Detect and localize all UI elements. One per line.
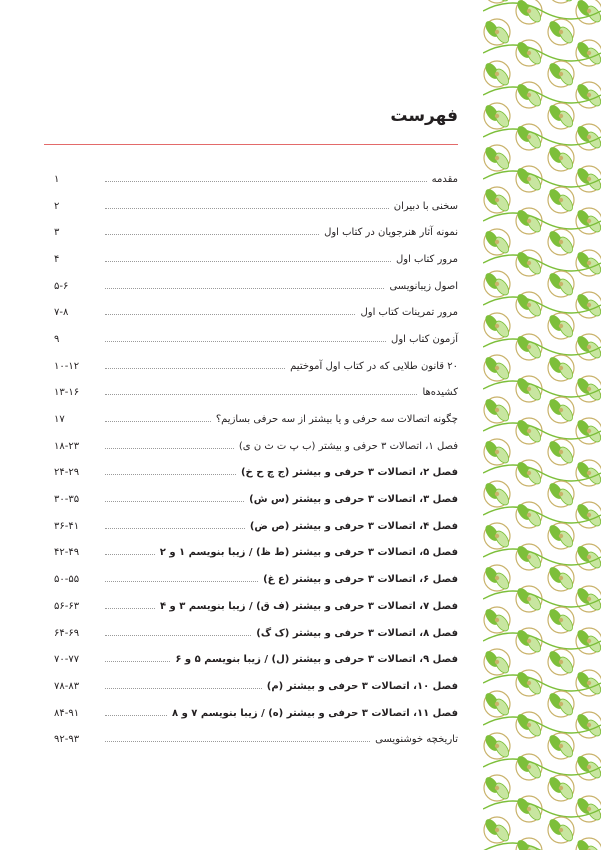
dot-leader [105,661,170,662]
dot-leader [105,234,319,235]
toc-entry[interactable] [54,620,458,647]
toc-entry-title: فصل ۲، اتصالات ۳ حرفی و بیشتر (ج چ ح خ) [240,467,458,479]
dot-leader [105,741,370,742]
toc-entry[interactable] [54,513,458,540]
toc-entry[interactable] [54,566,458,593]
toc-entry-page: ۱۳-۱۶ [54,387,80,399]
toc-entry[interactable] [54,646,458,673]
toc-entry-page: ۴۲-۴۹ [54,547,80,559]
toc-entry[interactable] [54,406,458,433]
toc-entry-page: ۶۴-۶۹ [54,627,80,639]
toc-entry-page: ۹ [54,333,60,345]
toc-entry[interactable] [54,380,458,407]
toc-entry-page: ۴ [54,253,60,265]
toc-entry-title: اصول زیبانویسی [389,280,458,292]
toc-entry[interactable] [54,673,458,700]
toc-entry-page: ۷۰-۷۷ [54,654,80,666]
toc-entry-page: ۵۶-۶۳ [54,600,80,612]
toc-entry[interactable] [54,299,458,326]
toc-entry[interactable] [54,486,458,513]
toc-entry-title: فصل ۱۰، اتصالات ۳ حرفی و بیشتر (م) [266,680,458,692]
toc-entry-page: ۳۶-۴۱ [54,520,80,532]
toc-entry-page: ۱۸-۲۳ [54,440,80,452]
toc-entry-title: چگونه اتصالات سه حرفی و یا بیشتر از سه حرفی بسازیم؟ [215,414,458,426]
dot-leader [105,474,236,475]
toc-entry[interactable] [54,166,458,193]
toc-entry-title: فصل ۳، اتصالات ۳ حرفی و بیشتر (س ش) [249,494,458,506]
toc-entry-page: ۸۴-۹۱ [54,707,80,719]
dot-leader [105,181,427,182]
toc-entry[interactable] [54,326,458,353]
dot-leader [105,368,285,369]
dot-leader [105,421,211,422]
toc-entry[interactable] [54,193,458,220]
dot-leader [105,635,251,636]
toc-entry-title: تاریخچه خوشنویسی [375,734,458,746]
toc-entry-title: فصل ۵، اتصالات ۳ حرفی و بیشتر (ط ظ) / زیبا بنویسم ۱ و ۲ [159,547,458,559]
toc-entry-page: ۹۲-۹۳ [54,734,80,746]
toc-entry[interactable] [54,246,458,273]
toc-entry[interactable] [54,726,458,753]
toc-entry[interactable] [54,433,458,460]
toc-entry[interactable] [54,219,458,246]
dot-leader [105,715,167,716]
toc-entry-title: فصل ۱۱، اتصالات ۳ حرفی و بیشتر (ه) / زیبا بنویسم ۷ و ۸ [171,707,458,719]
toc-entry-page: ۱۷ [54,414,65,426]
toc-entry-page: ۳ [54,227,60,239]
toc-entry[interactable] [54,593,458,620]
decorative-leaf-border [483,0,601,850]
dot-leader [105,288,384,289]
toc-entry-title: فصل ۱، اتصالات ۳ حرفی و بیشتر (ب پ ت ث ن ی) [238,440,458,452]
toc-entry-page: ۵۰-۵۵ [54,574,80,586]
toc-entry-title: نمونه آثار هنرجویان در کتاب اول [324,227,458,239]
dot-leader [105,314,355,315]
toc-entry-page: ۲۴-۲۹ [54,467,80,479]
toc-entry-title: فصل ۶، اتصالات ۳ حرفی و بیشتر (ع غ) [263,574,458,586]
toc-entry-page: ۱۰-۱۲ [54,360,80,372]
dot-leader [105,688,262,689]
toc-entry-page: ۷-۸ [54,307,69,319]
dot-leader [105,208,389,209]
toc-entry-title: فصل ۹، اتصالات ۳ حرفی و بیشتر (ل) / زیبا بنویسم ۵ و ۶ [175,654,458,666]
toc-entry-title: مقدمه [431,173,458,185]
dot-leader [105,528,245,529]
toc-entry-page: ۳۰-۳۵ [54,494,80,506]
toc-entry-title: سخنی با دبیران [393,200,458,212]
dot-leader [105,261,391,262]
toc-entry-page: ۷۸-۸۳ [54,680,80,692]
toc-entry[interactable] [54,460,458,487]
title-divider [44,144,458,145]
page-title: فهرست [390,106,458,126]
toc-entry-title: فصل ۷، اتصالات ۳ حرفی و بیشتر (ف ق) / زیبا بنویسم ۳ و ۴ [159,600,458,612]
toc-entry-page: ۲ [54,200,60,212]
toc-entry[interactable] [54,540,458,567]
toc-entry-title: آزمون کتاب اول [391,333,458,345]
dot-leader [105,608,155,609]
toc-entry-title: مرور تمرینات کتاب اول [360,307,458,319]
toc-entry[interactable] [54,700,458,727]
toc-entry[interactable] [54,273,458,300]
toc-entry[interactable] [54,353,458,380]
dot-leader [105,554,155,555]
dot-leader [105,581,258,582]
toc-entry-title: فصل ۸، اتصالات ۳ حرفی و بیشتر (ک گ) [256,627,458,639]
toc-entry-title: مرور کتاب اول [395,253,458,265]
toc-entry-title: فصل ۴، اتصالات ۳ حرفی و بیشتر (ص ض) [249,520,458,532]
leaf-ornament-pattern [483,0,601,850]
table-of-contents [54,166,458,753]
toc-entry-page: ۱ [54,173,60,185]
dot-leader [105,394,417,395]
dot-leader [105,501,244,502]
toc-entry-title: ۲۰ قانون طلایی که در کتاب اول آموختیم [290,360,458,372]
toc-entry-page: ۵-۶ [54,280,69,292]
dot-leader [105,341,386,342]
toc-entry-title: کشیده‌ها [422,387,458,399]
dot-leader [105,448,234,449]
